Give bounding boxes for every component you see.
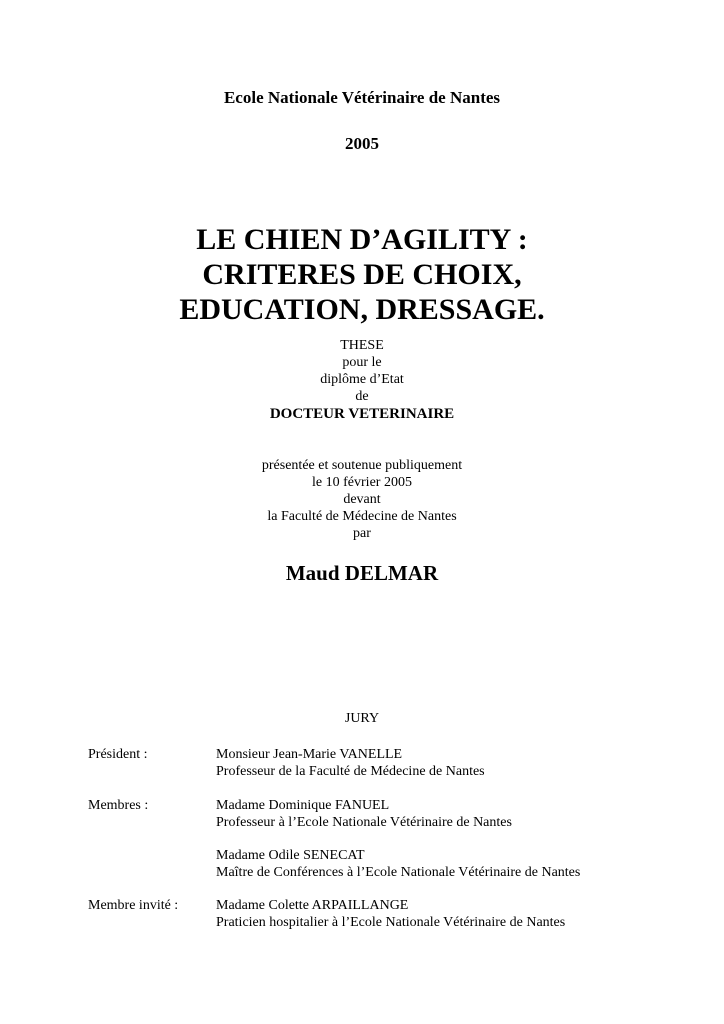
jury-president bbox=[216, 746, 485, 780]
jury-heading: JURY bbox=[344, 711, 380, 726]
jury-president-name: Monsieur Jean-Marie VANELLE bbox=[216, 747, 403, 762]
jury-member-1-name: Madame Dominique FANUEL bbox=[216, 798, 390, 813]
jury-role-invited: Membre invité : bbox=[88, 898, 179, 913]
author-name: Maud DELMAR bbox=[285, 561, 439, 585]
presentation-line-5: par bbox=[353, 526, 371, 541]
thesis-title bbox=[0, 222, 724, 327]
jury-invited bbox=[216, 897, 565, 931]
presentation-faculty: la Faculté de Médecine de Nantes bbox=[267, 509, 457, 524]
thesis-diploma: diplôme d’Etat bbox=[320, 372, 404, 387]
thesis-label: THESE bbox=[340, 338, 384, 353]
thesis-title-line-2: CRITERES DE CHOIX, bbox=[202, 258, 522, 291]
thesis-title-line-1: LE CHIEN D’AGILITY : bbox=[196, 223, 528, 256]
jury-member-1 bbox=[216, 797, 512, 831]
jury-member-2-name: Madame Odile SENECAT bbox=[216, 848, 365, 863]
thesis-description bbox=[0, 337, 724, 405]
thesis-year: 2005 bbox=[345, 134, 379, 153]
thesis-title-line-3: EDUCATION, DRESSAGE. bbox=[179, 293, 545, 326]
jury-president-title: Professeur de la Faculté de Médecine de Nantes bbox=[216, 764, 485, 779]
degree-name: DOCTEUR VETERINAIRE bbox=[269, 406, 455, 422]
jury-invited-title: Praticien hospitalier à l’Ecole Nationale Vétérinaire de Nantes bbox=[216, 915, 566, 930]
jury-member-1-title: Professeur à l’Ecole Nationale Vétérinaire de Nantes bbox=[216, 815, 512, 830]
presentation-block bbox=[0, 457, 724, 542]
presentation-date: le 10 février 2005 bbox=[312, 475, 412, 490]
jury-member-2-title: Maître de Conférences à l’Ecole Nationale Vétérinaire de Nantes bbox=[216, 865, 581, 880]
jury-invited-name: Madame Colette ARPAILLANGE bbox=[216, 898, 409, 913]
school-name: Ecole Nationale Vétérinaire de Nantes bbox=[223, 88, 501, 107]
thesis-de: de bbox=[355, 389, 369, 404]
jury-role-members: Membres : bbox=[88, 798, 149, 813]
presentation-line-1: présentée et soutenue publiquement bbox=[261, 458, 463, 473]
jury-member-2 bbox=[216, 847, 580, 881]
jury-role-president: Président : bbox=[88, 747, 148, 762]
presentation-line-3: devant bbox=[343, 492, 381, 507]
thesis-pour-le: pour le bbox=[342, 355, 382, 370]
